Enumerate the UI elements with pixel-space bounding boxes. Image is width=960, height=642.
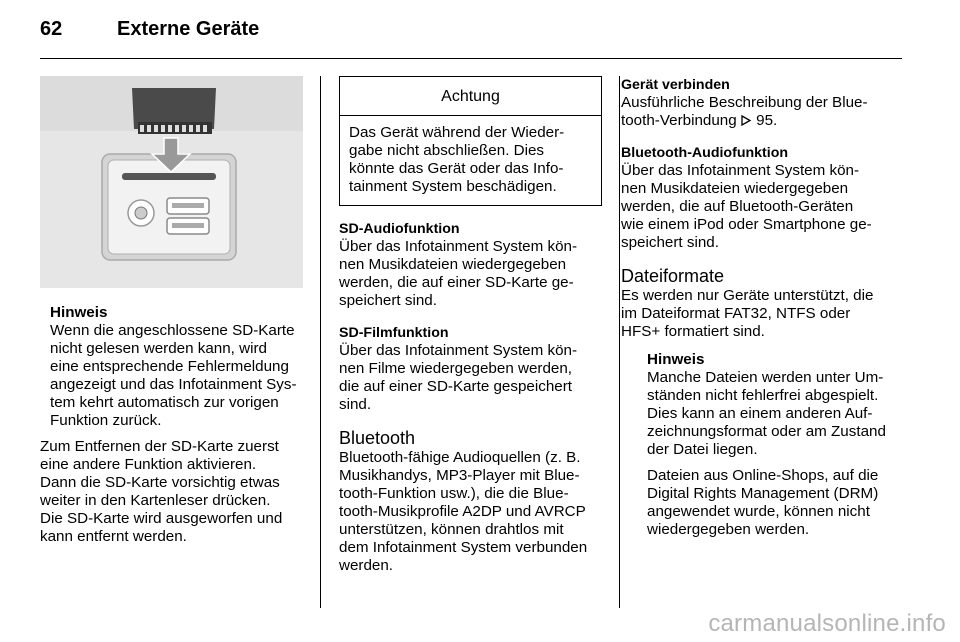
note-line: zeichnungsformat oder am Zustand — [647, 423, 886, 440]
body-line: Bluetooth-fähige Audioquellen (z. B. — [339, 449, 581, 466]
page-number: 62 — [40, 18, 63, 40]
page-reference-arrow-icon — [741, 112, 756, 129]
note-line: tem kehrt automatisch zur vorigen — [50, 394, 279, 411]
note-line: ständen nicht fehlerfrei abgespielt. — [647, 387, 879, 404]
heading-connect-device: Gerät verbinden — [621, 77, 730, 93]
connect-line-text: tooth-Verbindung — [621, 112, 741, 129]
column-divider-1 — [320, 76, 321, 608]
warning-line: Das Gerät während der Wieder- — [349, 124, 565, 141]
body-line: speichert sind. — [339, 292, 437, 309]
body-line: Es werden nur Geräte unterstützt, die — [621, 287, 874, 304]
heading-sd-audio: SD-Audiofunktion — [339, 221, 460, 237]
body-line: werden, die auf einer SD-Karte ge- — [339, 274, 574, 291]
body-line: Ausführliche Beschreibung der Blue- — [621, 94, 868, 111]
note-line: Dies kann an einem anderen Auf- — [647, 405, 873, 422]
body-line: dem Infotainment System verbunden — [339, 539, 588, 556]
connect-text — [621, 94, 903, 130]
warning-box — [339, 76, 602, 206]
heading-bt-audio: Bluetooth-Audiofunktion — [621, 145, 789, 161]
note-line: angezeigt und das Infotainment Sys- — [50, 376, 297, 393]
body-line: Zum Entfernen der SD-Karte zuerst — [40, 438, 279, 455]
page-reference-link[interactable]: 95. — [756, 112, 778, 129]
bt-audio-text — [621, 162, 903, 252]
body-line: Die SD-Karte wird ausgeworfen und — [40, 510, 283, 527]
note-line: der Datei liegen. — [647, 441, 758, 458]
formats-text — [621, 287, 903, 341]
body-line: sind. — [339, 396, 372, 413]
warning-line: tainment System beschädigen. — [349, 178, 557, 195]
page-header — [0, 0, 960, 62]
note-title: Hinweis — [50, 304, 108, 321]
note-line: Digital Rights Management (DRM) — [647, 485, 879, 502]
note-line: Funktion zurück. — [50, 412, 162, 429]
note-file-formats — [647, 351, 903, 539]
note-paragraph-drm — [647, 467, 903, 539]
header-rule — [40, 58, 902, 59]
body-line: Dann die SD-Karte vorsichtig etwas — [40, 474, 280, 491]
body-line: weiter in den Kartenleser drücken. — [40, 492, 271, 509]
sd-audio-text — [339, 238, 603, 310]
column-3 — [621, 76, 903, 539]
watermark: carmanualsonline.info — [708, 610, 946, 637]
body-line: werden, die auf Bluetooth-Geräten — [621, 198, 854, 215]
sd-film-text — [339, 342, 603, 414]
body-line: werden. — [339, 557, 394, 574]
body-line: Musikhandys, MP3-Player mit Blue- — [339, 467, 580, 484]
bluetooth-text — [339, 449, 603, 575]
note-line: Dateien aus Online-Shops, auf die — [647, 467, 879, 484]
body-line: Über das Infotainment System kön- — [339, 342, 578, 359]
sd-card-insertion-illustration — [40, 76, 303, 288]
note-line: Manche Dateien werden unter Um- — [647, 369, 884, 386]
note-line: eine entsprechende Fehlermeldung — [50, 358, 289, 375]
body-line: die auf einer SD-Karte gespeichert — [339, 378, 573, 395]
warning-line: gabe nicht abschließen. Dies — [349, 142, 545, 159]
body-line: nen Musikdateien wiedergegeben — [621, 180, 849, 197]
body-line: wie einem iPod oder Smartphone ge- — [621, 216, 872, 233]
body-line: tooth-Musikprofile A2DP und AVRCP — [339, 503, 586, 520]
column-1 — [40, 76, 304, 546]
heading-file-formats: Dateiformate — [621, 266, 725, 286]
body-line: kann entfernt werden. — [40, 528, 187, 545]
note-line: wiedergegeben werden. — [647, 521, 810, 538]
body-line: Über das Infotainment System kön- — [339, 238, 578, 255]
body-line: im Dateiformat FAT32, NTFS oder — [621, 305, 851, 322]
body-line: nen Filme wiedergegeben werden, — [339, 360, 573, 377]
note-sd-error — [50, 304, 304, 430]
warning-body — [340, 116, 601, 205]
body-line: HFS+ formatiert sind. — [621, 323, 765, 340]
heading-bluetooth: Bluetooth — [339, 428, 416, 448]
body-line: tooth-Funktion usw.), die die Blue- — [339, 485, 569, 502]
body-line: Über das Infotainment System kön- — [621, 162, 860, 179]
warning-line: könnte das Gerät oder das Info- — [349, 160, 564, 177]
note-line: angewendet wurde, können nicht — [647, 503, 870, 520]
body-line — [621, 112, 903, 130]
note-line: nicht gelesen werden kann, wird — [50, 340, 267, 357]
note-title: Hinweis — [647, 351, 705, 368]
chapter-title: Externe Geräte — [117, 18, 260, 40]
note-line: Wenn die angeschlossene SD-Karte — [50, 322, 295, 339]
heading-sd-film: SD-Filmfunktion — [339, 325, 449, 341]
body-line: unterstützen, können drahtlos mit — [339, 521, 564, 538]
paragraph-remove-sd — [40, 438, 304, 546]
body-line: speichert sind. — [621, 234, 719, 251]
body-line: nen Musikdateien wiedergegeben — [339, 256, 567, 273]
column-2 — [339, 76, 603, 575]
warning-title: Achtung — [340, 77, 601, 116]
body-line: eine andere Funktion aktivieren. — [40, 456, 257, 473]
column-divider-2 — [619, 76, 620, 608]
